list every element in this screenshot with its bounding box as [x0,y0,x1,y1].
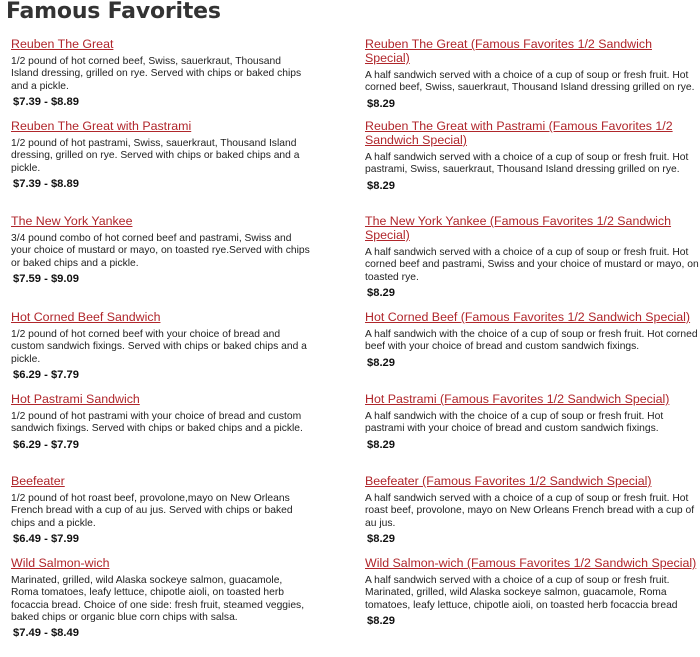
menu-item-description: 1/2 pound of hot pastrami with your choice of bread and custom sandwich fixings. Served with chips or baked chips and a pickle. [11,411,303,435]
menu-item [11,310,311,382]
menu-item [11,119,311,191]
menu-item-price: $8.29 [367,438,395,451]
menu-item-description: 1/2 pound of hot corned beef, Swiss, sauerkraut, Thousand Island dressing, grilled on rye. Served with chips or baked chips and a pickle. [11,56,302,92]
menu-item-price: $7.39 - $8.89 [13,177,79,190]
page-title: Famous Favorites [6,0,221,24]
menu-item-description: 1/2 pound of hot roast beef, provolone,mayo on New Orleans French bread with a cup of au jus. Served with chips or baked chips and a pickle. [11,493,293,529]
menu-item-description: 1/2 pound of hot pastrami, Swiss, sauerkraut, Thousand Island dressing, grilled on rye. Served with chips or baked chips and a pickle. [11,138,300,174]
menu-item-description: A half sandwich served with a choice of a cup of soup or fresh fruit. Hot pastrami, Swiss, sauerkraut, Thousand Island dressing grilled on rye. [365,152,689,176]
menu-item-price: $7.39 - $8.89 [13,95,79,108]
menu-item [11,556,311,640]
menu-item-price: $8.29 [367,179,395,192]
menu-item-price: $8.29 [367,614,395,627]
menu-item-description: A half sandwich with the choice of a cup of soup or fresh fruit. Hot pastrami with your choice of bread and custom sandwich fixings. [365,411,664,435]
menu-item-price: $8.29 [367,97,395,110]
menu-item-link[interactable]: The New York Yankee (Famous Favorites 1/2 Sandwich Special) [365,214,672,242]
menu-item-price: $8.29 [367,356,395,369]
menu-item-link[interactable]: Hot Corned Beef (Famous Favorites 1/2 Sandwich Special) [365,310,691,324]
menu-item-price: $7.59 - $9.09 [13,272,79,285]
menu-item-link[interactable]: Hot Pastrami Sandwich [11,392,140,406]
menu-item [11,214,311,286]
menu-item-link[interactable]: Reuben The Great [11,37,114,51]
menu-item-link[interactable]: The New York Yankee [11,214,133,228]
menu-item [365,474,700,546]
menu-item-link[interactable]: Wild Salmon-wich [11,556,110,570]
menu-item-price: $6.49 - $7.99 [13,532,79,545]
menu-item-description: A half sandwich served with a choice of a cup of soup or fresh fruit. Hot corned beef, Swiss, sauerkraut, Thousand Island dressing grilled on rye. [365,70,695,94]
menu-item-link[interactable]: Wild Salmon-wich (Famous Favorites 1/2 Sandwich Special) [365,556,697,570]
menu-item [365,310,700,370]
menu-item [11,37,311,109]
menu-item-link[interactable]: Reuben The Great with Pastrami [11,119,192,133]
menu-item [11,392,311,452]
menu-item-link[interactable]: Reuben The Great (Famous Favorites 1/2 Sandwich Special) [365,37,652,65]
menu-item [365,214,700,300]
menu-item-price: $8.29 [367,532,395,545]
menu-item-description: Marinated, grilled, wild Alaska sockeye salmon, guacamole, Roma tomatoes, leafy lettuce, chipotle aioli, on toasted herb focaccia bread. Choice of one side: fresh fruit, steamed veggies, baked chips or organic blue corn chips with salsa. [11,575,305,623]
menu-item [365,37,700,111]
menu-item-description: A half sandwich served with a choice of a cup of soup or fresh fruit. Hot corned beef and pastrami, Swiss and your choice of mustard or mayo, on toasted rye. [365,247,699,283]
menu-item-price: $6.29 - $7.79 [13,368,79,381]
menu-item-price: $8.29 [367,286,395,299]
menu-item-description: A half sandwich with the choice of a cup of soup or fresh fruit. Hot corned beef with your choice of bread and custom sandwich fixings. [365,329,698,353]
menu-item-link[interactable]: Beefeater (Famous Favorites 1/2 Sandwich Special) [365,474,652,488]
menu-item-link[interactable]: Beefeater [11,474,65,488]
menu-item [365,392,700,452]
menu-item-description: A half sandwich served with a choice of a cup of soup or fresh fruit. Marinated, grilled, wild Alaska sockeye salmon, guacamole, Roma tomatoes, leafy lettuce, chipotle aioli, on toasted herb focaccia bread [365,575,678,611]
menu-item-link[interactable]: Hot Pastrami (Famous Favorites 1/2 Sandwich Special) [365,392,670,406]
menu-item [365,556,700,628]
menu-item-description: 1/2 pound of hot corned beef with your choice of bread and custom sandwich fixings. Served with chips or baked chips and a pickle. [11,329,307,365]
menu-item-price: $6.29 - $7.79 [13,438,79,451]
menu-item-description: 3/4 pound combo of hot corned beef and pastrami, Swiss and your choice of mustard or mayo, on toasted rye.Served with chips or baked chips and a pickle. [11,233,310,269]
menu-item-link[interactable]: Reuben The Great with Pastrami (Famous Favorites 1/2 Sandwich Special) [365,119,673,147]
menu-item-link[interactable]: Hot Corned Beef Sandwich [11,310,161,324]
menu-item [11,474,311,546]
menu-item-description: A half sandwich served with a choice of a cup of soup or fresh fruit. Hot roast beef, provolone, mayo on New Orleans French bread with a cup of au jus. [365,493,695,529]
menu-item-price: $7.49 - $8.49 [13,627,79,640]
menu-item [365,119,700,193]
